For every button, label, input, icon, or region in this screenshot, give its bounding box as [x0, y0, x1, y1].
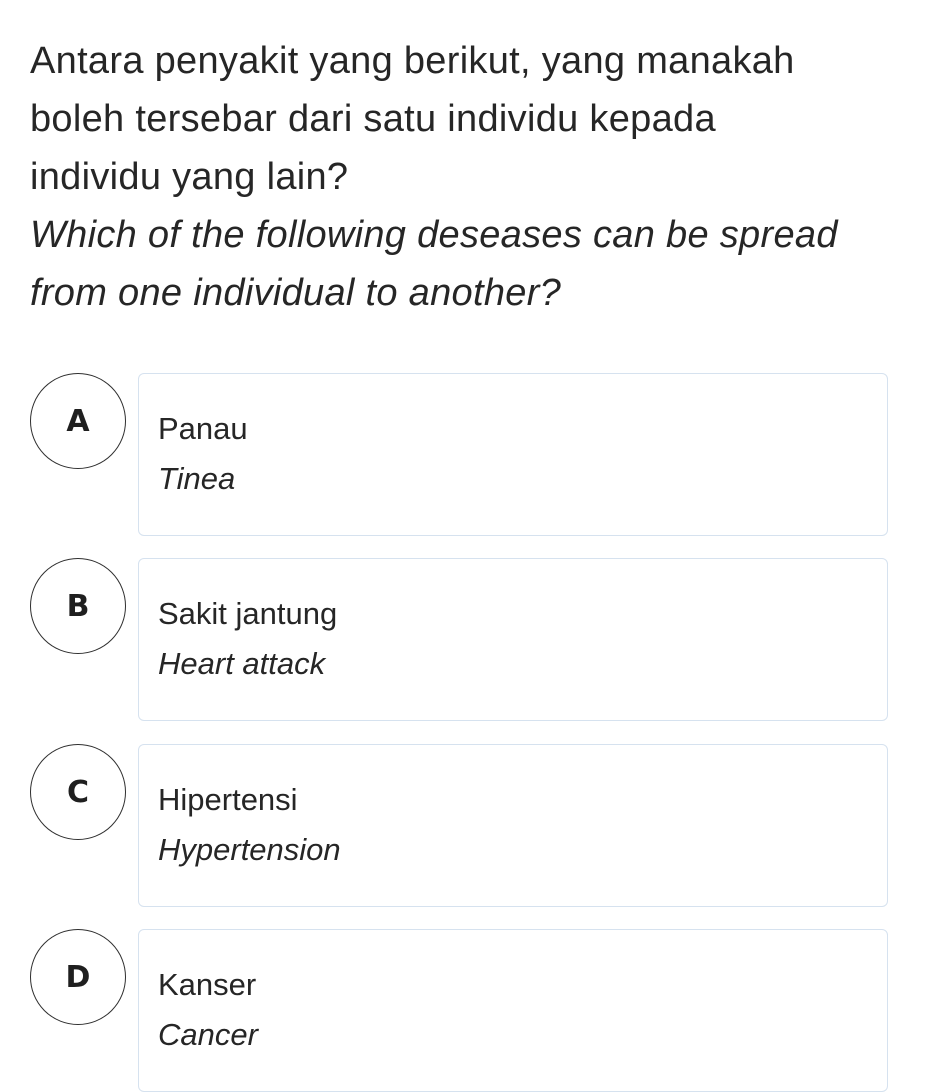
question-line-en-2: from one individual to another? [30, 272, 562, 314]
option-label-ms: Hipertensi [158, 782, 298, 817]
option-card[interactable] [138, 558, 888, 721]
option-label-en: Heart attack [158, 646, 326, 681]
question-line-en-1: Which of the following deseases can be spread [30, 214, 838, 256]
answer-option-d[interactable] [30, 929, 888, 1092]
option-letter-badge: A [30, 373, 126, 469]
option-label-en: Cancer [158, 1017, 258, 1052]
option-letter-badge: C [30, 744, 126, 840]
option-card[interactable] [138, 373, 888, 536]
option-letter-badge: B [30, 558, 126, 654]
question-text [30, 32, 930, 322]
answer-option-b[interactable] [30, 558, 888, 721]
option-label-ms: Sakit jantung [158, 596, 338, 631]
question-line-ms-3: individu yang lain? [30, 156, 349, 198]
answer-option-c[interactable] [30, 744, 888, 907]
question-line-ms-2: boleh tersebar dari satu individu kepada [30, 98, 716, 140]
option-label-en: Hypertension [158, 832, 341, 867]
option-label-ms: Kanser [158, 967, 257, 1002]
question-line-ms-1: Antara penyakit yang berikut, yang manakah [30, 40, 795, 82]
option-label-ms: Panau [158, 411, 248, 446]
option-card[interactable] [138, 744, 888, 907]
answer-option-a[interactable] [30, 373, 888, 536]
option-label-en: Tinea [158, 461, 236, 496]
option-letter-badge: D [30, 929, 126, 1025]
option-card[interactable] [138, 929, 888, 1092]
